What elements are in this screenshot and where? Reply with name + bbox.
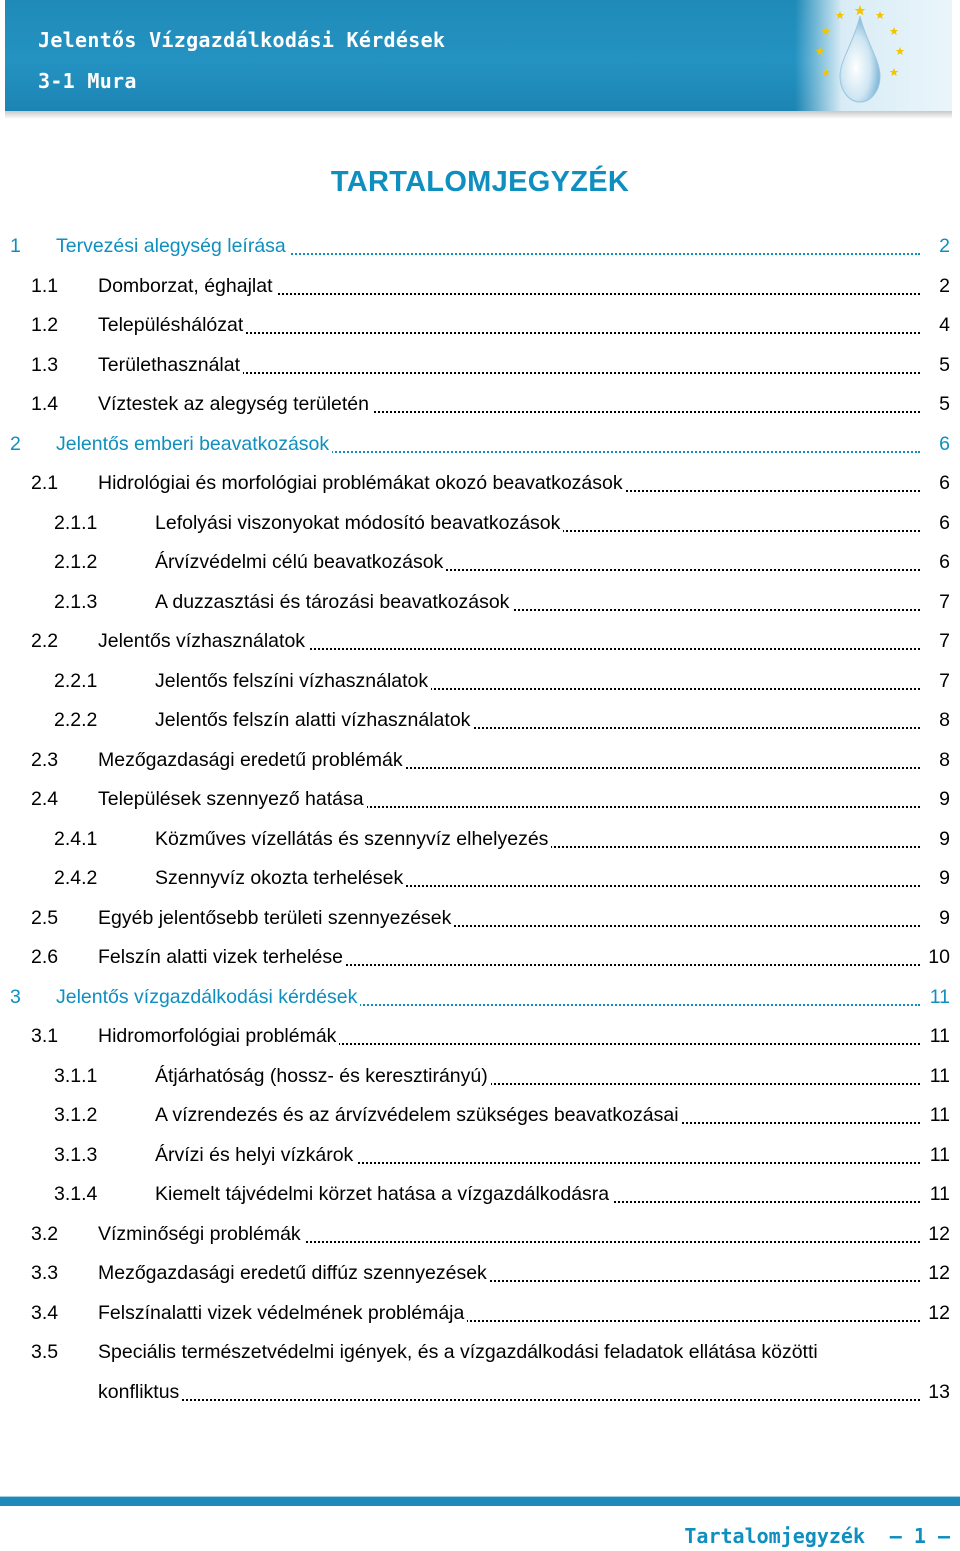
toc-entry-title: Speciális természetvédelmi igények, és a vízgazdálkodási feladatok ellátása közötti xyxy=(98,1341,821,1364)
toc-entry[interactable] xyxy=(0,1381,960,1411)
toc-entry-title: Felszínalatti vizek védelmének problémája xyxy=(98,1302,467,1325)
toc-entry-page: 12 xyxy=(925,1302,950,1325)
toc-entry-page: 6 xyxy=(936,512,950,535)
header-title: Jelentős Vízgazdálkodási Kérdések xyxy=(38,28,446,52)
toc-entry-page: 12 xyxy=(925,1223,950,1246)
toc-entry[interactable] xyxy=(0,1223,960,1253)
toc-entry-page: 6 xyxy=(936,433,950,456)
toc-entry-title: Települések szennyező hatása xyxy=(98,788,367,811)
toc-entry-title: Árvízvédelmi célú beavatkozások xyxy=(155,551,446,574)
toc-entry-number: 2.1.2 xyxy=(54,551,98,573)
toc-entry-page: 11 xyxy=(927,1144,950,1167)
toc-entry-number: 2.1.3 xyxy=(54,590,98,613)
toc-entry-number: 2.1 xyxy=(31,472,59,494)
toc-entry[interactable] xyxy=(0,1183,960,1213)
toc-entry-title: Szennyvíz okozta terhelések xyxy=(155,867,406,890)
toc-entry-title: A duzzasztási és tározási beavatkozások xyxy=(155,591,512,614)
toc-entry[interactable] xyxy=(0,433,960,463)
toc-entry-number: 3.1.3 xyxy=(54,1143,98,1166)
toc-entry-title: Mezőgazdasági eredetű problémák xyxy=(98,749,406,772)
toc-entry[interactable] xyxy=(0,235,960,265)
toc-entry[interactable] xyxy=(0,591,960,621)
toc-entry-number: 3.5 xyxy=(31,1341,59,1363)
toc-entry-title: konfliktus xyxy=(98,1381,182,1404)
toc-entry[interactable] xyxy=(0,551,960,581)
toc-entry-number: 1 xyxy=(10,235,21,257)
toc-entry[interactable] xyxy=(0,1144,960,1174)
toc-entry-title: Lefolyási viszonyokat módosító beavatkozások xyxy=(155,512,563,535)
toc-entry-title: Mezőgazdasági eredetű diffúz szennyezések xyxy=(98,1262,490,1285)
toc-entry-title: Jelentős vízhasználatok xyxy=(98,630,308,653)
toc-entry-number: 3.1.4 xyxy=(54,1183,98,1205)
toc-entry-title: A vízrendezés és az árvízvédelem szükséges beavatkozásai xyxy=(155,1104,682,1127)
toc-entry-title: Víztestek az alegység területén xyxy=(98,393,372,416)
toc-entry[interactable] xyxy=(0,472,960,502)
toc-entry-number: 2.1.1 xyxy=(54,511,98,534)
toc-entry-page: 11 xyxy=(927,986,950,1009)
toc-heading: TARTALOMJEGYZÉK xyxy=(330,166,630,198)
toc-entry-title: Tervezési alegység leírása xyxy=(56,235,289,258)
toc-entry-title: Felszín alatti vizek terhelése xyxy=(98,946,346,969)
toc-entry[interactable] xyxy=(0,867,960,897)
toc-entry-page: 8 xyxy=(936,709,950,732)
toc-entry[interactable] xyxy=(0,986,960,1016)
toc-entry-number: 3.3 xyxy=(31,1262,59,1284)
toc-entry-title: Közműves vízellátás és szennyvíz elhelyezés xyxy=(155,828,551,851)
toc-entry-number: 1.4 xyxy=(31,393,59,415)
toc-entry-page: 2 xyxy=(936,275,950,298)
toc-entry-page: 2 xyxy=(936,235,950,258)
toc-entry[interactable] xyxy=(0,1302,960,1332)
toc-entry-number: 2.3 xyxy=(31,748,59,771)
toc-entry-page: 11 xyxy=(927,1183,950,1206)
header-shadow xyxy=(5,111,952,119)
toc-entry-number: 2 xyxy=(10,432,21,455)
toc-entry[interactable] xyxy=(0,314,960,344)
toc-entry-page: 7 xyxy=(936,670,950,693)
header-subtitle: 3-1 Mura xyxy=(38,69,137,93)
toc-entry-title: Jelentős vízgazdálkodási kérdések xyxy=(56,986,360,1009)
toc-entry-title: Vízminőségi problémák xyxy=(98,1223,304,1246)
toc-entry-number: 3.1.1 xyxy=(54,1064,98,1087)
toc-entry-title: Hidromorfológiai problémák xyxy=(98,1025,339,1048)
toc-entry-number: 2.5 xyxy=(31,906,59,929)
toc-entry[interactable] xyxy=(0,1025,960,1055)
toc-entry-number: 3 xyxy=(10,985,21,1008)
toc-entry-number: 2.4.2 xyxy=(54,867,98,889)
toc-entry-number: 3.4 xyxy=(31,1301,59,1324)
toc-entry[interactable] xyxy=(0,1104,960,1134)
toc-entry-number: 1.2 xyxy=(31,314,59,336)
toc-entry[interactable] xyxy=(0,709,960,739)
toc-entry-page: 8 xyxy=(936,749,950,772)
toc-entry[interactable] xyxy=(0,907,960,937)
eu-water-drop-logo-icon xyxy=(810,2,910,107)
toc-entry-page: 9 xyxy=(936,867,950,890)
toc-entry-page: 7 xyxy=(936,591,950,614)
toc-entry[interactable] xyxy=(0,946,960,976)
toc-entry[interactable] xyxy=(0,788,960,818)
toc-entry-page: 11 xyxy=(927,1104,950,1127)
toc-entry-number: 1.3 xyxy=(31,353,59,376)
toc-entry-page: 6 xyxy=(936,472,950,495)
toc-entry[interactable] xyxy=(0,275,960,305)
toc-entry-number: 2.6 xyxy=(31,946,59,968)
toc-entry-title: Árvízi és helyi vízkárok xyxy=(155,1144,356,1167)
toc-entry-title: Egyéb jelentősebb területi szennyezések xyxy=(98,907,454,930)
toc-entry-title: Kiemelt tájvédelmi körzet hatása a vízgazdálkodásra xyxy=(155,1183,612,1206)
toc-entry-page: 12 xyxy=(925,1262,950,1285)
toc-entry[interactable] xyxy=(0,828,960,858)
toc-entry-title: Jelentős felszín alatti vízhasználatok xyxy=(155,709,473,732)
toc-entry-page: 13 xyxy=(925,1381,950,1404)
footer-label: Tartalomjegyzék xyxy=(684,1524,865,1548)
toc-entry-number: 2.2.1 xyxy=(54,669,98,692)
toc-entry[interactable] xyxy=(0,630,960,660)
toc-entry-title: Hidrológiai és morfológiai problémákat okozó beavatkozások xyxy=(98,472,626,495)
toc-entry-number: 2.4 xyxy=(31,788,59,810)
toc-entry-page: 5 xyxy=(936,354,950,377)
toc-entry-page: 5 xyxy=(936,393,950,416)
toc-entry-page: 11 xyxy=(927,1065,950,1088)
toc-entry-page: 6 xyxy=(936,551,950,574)
footer-page-number: – 1 – xyxy=(889,1524,950,1548)
toc-entry-number: 3.1 xyxy=(31,1025,59,1047)
toc-entry[interactable] xyxy=(0,670,960,700)
toc-entry-number: 3.2 xyxy=(31,1222,59,1245)
footer-rule xyxy=(0,1496,960,1506)
toc-leader-dots xyxy=(118,1397,920,1401)
toc-entry-page: 9 xyxy=(936,788,950,811)
toc-entry[interactable] xyxy=(0,1341,960,1371)
toc-entry[interactable] xyxy=(0,1262,960,1292)
toc-entry-number: 2.2.2 xyxy=(54,709,98,731)
toc-entry-page: 7 xyxy=(936,630,950,653)
toc-entry-page: 9 xyxy=(936,907,950,930)
toc-entry[interactable] xyxy=(0,512,960,542)
toc-entry-title: Településhálózat xyxy=(98,314,246,337)
toc-entry-page: 4 xyxy=(936,314,950,337)
toc-entry-number: 3.1.2 xyxy=(54,1104,98,1126)
toc-entry-number: 2.2 xyxy=(31,630,59,652)
toc-entry[interactable] xyxy=(0,749,960,779)
toc-entry-title: Átjárhatóság (hossz- és keresztirányú) xyxy=(155,1065,491,1088)
toc-entry-title: Jelentős felszíni vízhasználatok xyxy=(155,670,431,693)
toc-entry-page: 10 xyxy=(925,946,950,969)
toc-entry-number: 1.1 xyxy=(31,274,59,297)
toc-entry-number: 2.4.1 xyxy=(54,827,98,850)
toc-entry[interactable] xyxy=(0,354,960,384)
toc-entry-title: Jelentős emberi beavatkozások xyxy=(56,433,332,456)
toc-entry[interactable] xyxy=(0,1065,960,1095)
toc-entry[interactable] xyxy=(0,393,960,423)
toc-entry-page: 11 xyxy=(927,1025,950,1048)
toc-entry-title: Területhasználat xyxy=(98,354,243,377)
toc-entry-page: 9 xyxy=(936,828,950,851)
toc-entry-title: Domborzat, éghajlat xyxy=(98,275,276,298)
